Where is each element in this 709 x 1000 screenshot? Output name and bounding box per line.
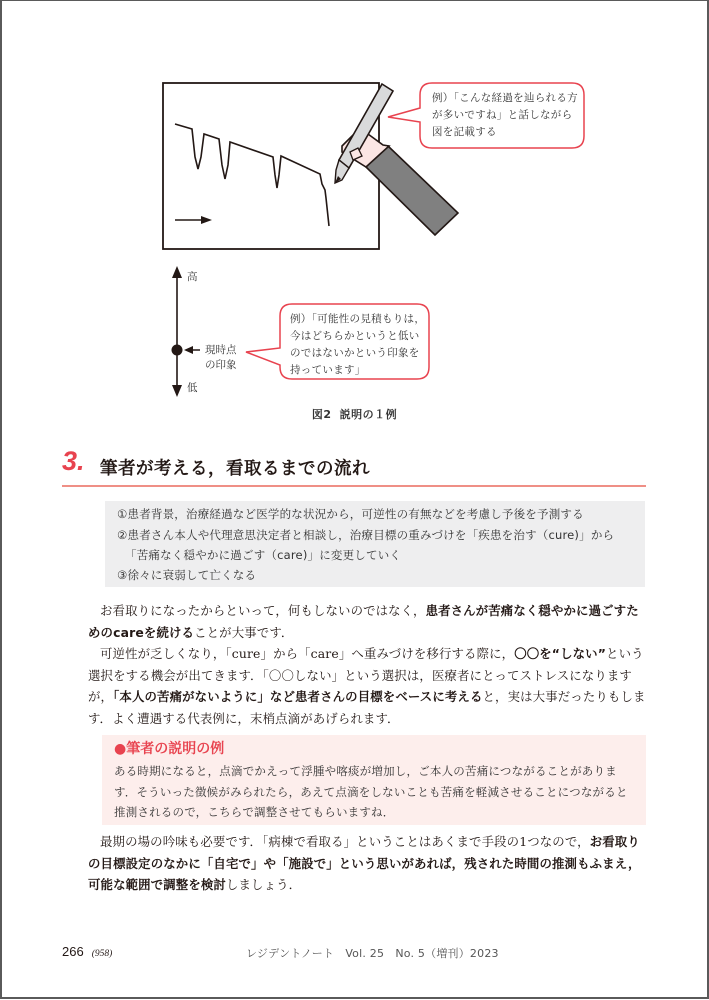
- current-label-line: 現時点: [205, 344, 237, 356]
- text-run-bold: 患者さんが苦痛なく穏やかに過ごすためのcareを続ける: [88, 603, 639, 640]
- figure-caption: [0, 406, 709, 422]
- body-paragraphs-2: [88, 831, 648, 896]
- text-run: ことが大事です．: [194, 624, 294, 640]
- text-run: 最期の場の吟味も必要です．「病棟で看取る」ということはあくまで手段の1つなので，: [100, 834, 590, 849]
- current-label-line: の印象: [205, 359, 237, 371]
- paragraph-1: [88, 600, 648, 643]
- current-point-marker: [172, 345, 183, 356]
- text-run-bold: 〇〇を“しない”: [514, 646, 607, 662]
- figure-2: [0, 0, 709, 440]
- example-title: ●筆者の説明の例: [114, 741, 225, 757]
- figure-caption-text: 説明の１例: [339, 408, 398, 421]
- paragraph-2: [88, 643, 648, 729]
- text-run: しましょう．: [225, 877, 302, 893]
- summary-item-2-cont: 「苦痛なく穏やかに過ごす（care)」に変更していく: [125, 548, 402, 562]
- text-run: 可逆性が乏しくなり，「cure」から「care」へ重みづけを移行する際に，: [100, 646, 515, 662]
- text-run-bold: 「本人の苦痛がないように」など患者さんの目標をベースに考える: [113, 689, 483, 705]
- summary-item-1: ①患者背景，治療経過など医学的な状況から，可逆性の有無などを考慮し予後を予測する: [117, 507, 584, 521]
- callout-bottom-line: 例）「可能性の見積もりは，: [290, 313, 426, 325]
- callout-bottom-line: 今はどちらかというと低い: [290, 330, 420, 342]
- summary-item-2: ②患者さん本人や代理意思決定者と相談し，治療目標の重みづけを「疾患を治す（cure)」から: [117, 528, 615, 542]
- summary-box: [105, 501, 645, 587]
- text-run-bold: お看取りの目標設定のなかに「自宅で」や「施設で」という思いがあれば，残された時間の推測もふまえ，可能な範囲で調整を検討: [88, 834, 641, 893]
- current-impression-label: [205, 343, 237, 373]
- callout-top-line: 例）「こんな経過を辿られる方: [432, 92, 578, 104]
- page-number-value: 266: [62, 944, 84, 959]
- section-heading: [62, 446, 646, 487]
- callout-bottom-text: [290, 311, 430, 379]
- axis-low-label: 低: [187, 382, 198, 394]
- callout-top-line: が多いですね」と話しながら: [432, 109, 573, 121]
- axis-up-arrow-icon: [172, 266, 182, 278]
- callout-top-line: 図を記載する: [432, 126, 497, 138]
- paragraph-3: [88, 831, 648, 896]
- example-text: ある時期になると，点滴でかえって浮腫や喀痰が増加し，ご本人の苦痛につながることがあります．そういった徴候がみられたら，あえて点滴をしないことも苦痛を軽減させることにつながると推測されるので，こちらで調整させてもらいますね．: [114, 764, 628, 819]
- journal-footer: レジデントノート Vol. 25 No. 5（増刊）2023: [246, 947, 499, 960]
- text-run: という選択をする機会が出てきます．「〇〇しない」という選択は，医療者にとってストレスになりますが，: [88, 646, 644, 705]
- text-run: と，実は大事だったりもします．よく遭遇する代表例に，末梢点滴があげられます．: [88, 689, 646, 726]
- current-pointer-arrow-icon: [184, 346, 193, 354]
- callout-bottom-line: 持っています」: [290, 364, 366, 376]
- axis-high-label: 高: [187, 271, 198, 283]
- section-title: 筆者が考える，看取るまでの流れ: [100, 459, 370, 479]
- total-page-number: (958): [91, 949, 113, 959]
- summary-item-3: ③徐々に衰弱して亡くなる: [117, 568, 257, 582]
- body-paragraphs-1: [88, 600, 648, 730]
- text-run: お看取りになったからといって，何もしないのではなく，: [100, 603, 426, 618]
- page-number: [62, 944, 112, 959]
- callout-top-text: [432, 90, 582, 141]
- figure-caption-label: 図2: [311, 408, 332, 421]
- axis-down-arrow-icon: [172, 385, 182, 397]
- section-number: 3.: [62, 446, 85, 476]
- author-explanation-box: [102, 735, 646, 825]
- callout-bottom-line: のではないかという印象を: [290, 347, 420, 359]
